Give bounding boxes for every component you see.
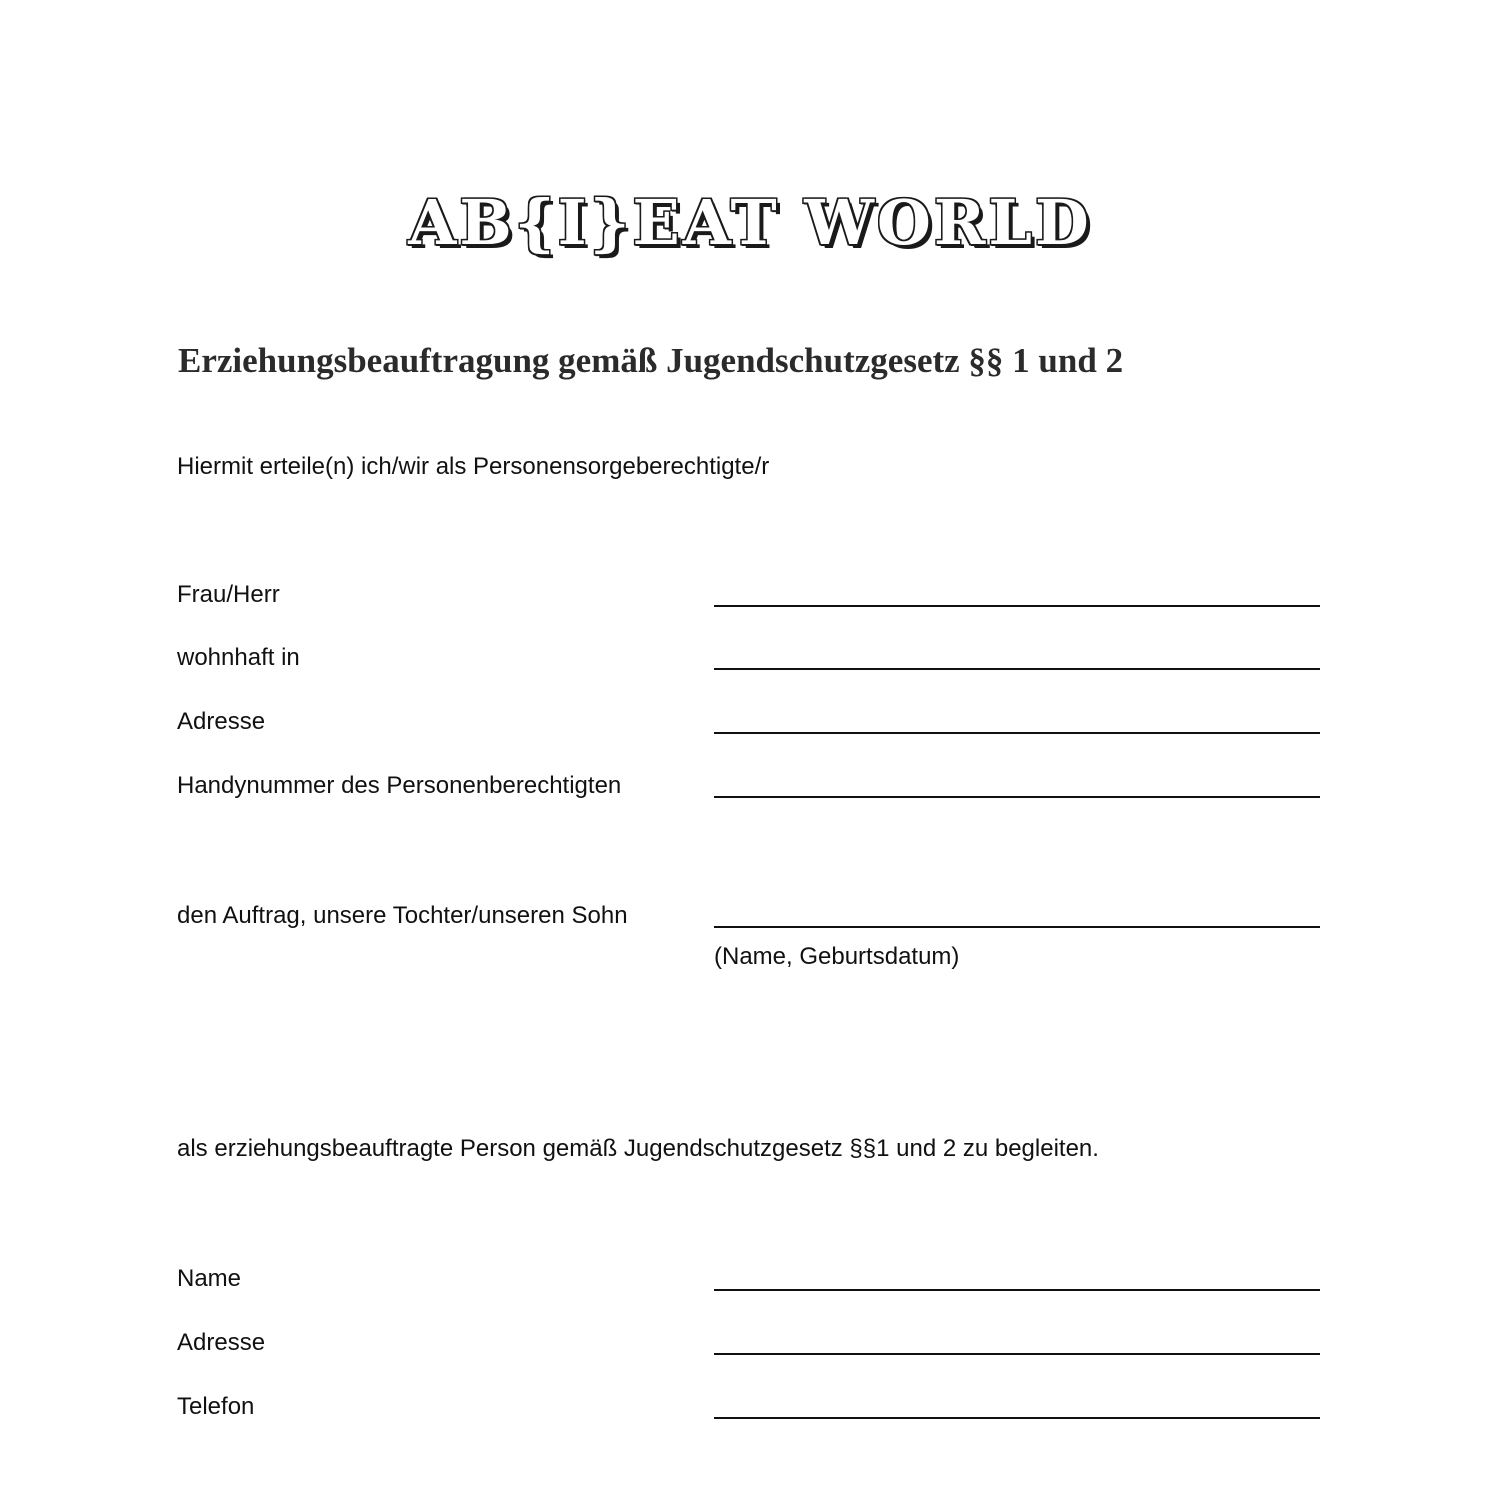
- field-note-child: (Name, Geburtsdatum): [714, 943, 960, 970]
- intro-text: Hiermit erteile(n) ich/wir als Personensorgeberechtigte/r: [177, 453, 770, 480]
- field-line-frau-herr[interactable]: [714, 605, 1320, 607]
- field-line-child[interactable]: [714, 926, 1320, 928]
- field-label-handynummer: Handynummer des Personenberechtigten: [177, 772, 622, 799]
- field-label-wohnhaft-in: wohnhaft in: [177, 644, 300, 671]
- field-label-adresse: Adresse: [177, 708, 266, 735]
- field-label-frau-herr: Frau/Herr: [177, 581, 280, 608]
- field-line-wohnhaft-in[interactable]: [714, 668, 1320, 670]
- field-line-companion-adresse[interactable]: [714, 1353, 1320, 1355]
- document-heading: Erziehungsbeauftragung gemäß Jugendschutzgesetz §§ 1 und 2: [178, 341, 1124, 380]
- field-line-adresse[interactable]: [714, 732, 1320, 734]
- purpose-text: als erziehungsbeauftragte Person gemäß Jugendschutzgesetz §§1 und 2 zu begleiten.: [177, 1135, 1099, 1162]
- field-line-name[interactable]: [714, 1289, 1320, 1291]
- field-line-telefon[interactable]: [714, 1417, 1320, 1419]
- field-line-handynummer[interactable]: [714, 796, 1320, 798]
- logo: AB{I}EAT WORLD: [408, 186, 1092, 259]
- field-label-telefon: Telefon: [177, 1393, 255, 1420]
- field-label-child: den Auftrag, unsere Tochter/unseren Sohn: [177, 902, 628, 929]
- field-label-companion-adresse: Adresse: [177, 1329, 266, 1356]
- field-label-name: Name: [177, 1265, 242, 1292]
